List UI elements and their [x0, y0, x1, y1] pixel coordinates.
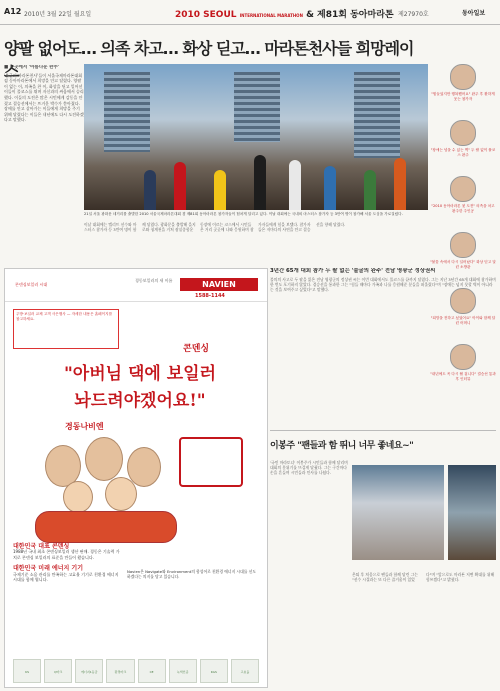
story-title: 3년간 65개 대회 참가 두 팔 없는 '불굴의 완주' 전남 영광군 정상권씨: [270, 268, 436, 274]
profile-card: "내년에도 꼭 다시 뛸 겁니다" 결승선 통과 후 인터뷰: [430, 344, 496, 396]
marathon-photo: [84, 64, 428, 210]
profile-card: "불꽃 속에서 다시 일어났다" 화상 딛고 달린 소방관: [430, 232, 496, 284]
feature-story: [270, 268, 496, 420]
avatar: [450, 232, 476, 258]
lee-headline: 이봉주 "팬들과 함 뛰니 너무 좋네요~": [270, 441, 414, 451]
cert-logo: Q마크: [44, 659, 72, 683]
ad-top-bar: 콘덴싱보일러 시대 경동보일러의 새 이름 NAVIEN 1588-1144: [5, 269, 267, 302]
ad-info-left: 대한민국 대표 콘덴싱 1988년 국내 최초 콘덴싱보일러 생산 판매. 경동은 기술력 가치로 콘덴싱 보일러의 표준을 만들어 왔습니다. 대한민국 미래 에너지 기기 국제기준 소음 관리를 만족하는 고효율 기기로 친환경 에너지 시대를 함께 엽니다.: [13, 543, 120, 583]
cert-logo: 환경마크: [106, 659, 134, 683]
condensing-label: 콘덴싱: [183, 344, 210, 354]
runner-photo: [448, 465, 496, 560]
ad-info-right: Navien은 Navigate와 Environment의 합성어로 친환경 에너지 시대를 선도하겠다는 의지를 담고 있습니다.: [127, 569, 256, 579]
lead-text: '불굴의 마라톤천사'들이 서울국제마라톤대회 겸 동아마라톤에서 희망을 안고 달렸다. 양팔이 없는 이, 의족을 찬 이, 화상을 딛고 일어선 이들이 풀코스를 뛰며 자신과의 싸움에서 승리했다. 이들의 도전은 많은 시민에게 감동을 안겼고 결승선에서는 뜨거운 박수가 쏟아졌다. 장애를 안고 살아가는 이들에게 희망을 주기 위해 달렸다는 이들은 내년에도 다시 도전하겠다고 말했다.: [4, 72, 84, 123]
story-text: 불의의 사고로 두 팔을 잃은 전남 영광군의 정상권 씨는 이번 대회에서도 풀코스를 끝까지 달렸다. 그는 지난 3년간 65개 대회에 참가하며 한 번도 포기하지 않았다. 결승선을 통과한 그는 "힘들 때마다 가족과 나를 응원해준 분들을 떠올렸다"며 "장애는 넘지 못할 벽이 아니라는 것을 보여주고 싶었다"고 말했다.: [270, 276, 496, 292]
cert-logo: CE: [138, 659, 166, 683]
kd-brand: 경동나비엔: [65, 422, 104, 431]
cert-logo: KS: [13, 659, 41, 683]
page-number: A12: [4, 7, 22, 16]
lead-subhead: ■ 곳곳에서 '아름다운 완주': [4, 65, 60, 70]
ad-notice-box: 주방·보일러 교체 고객 사은행사 — 자세한 내용은 홈페이지를 참고하세요.: [13, 309, 119, 349]
issue-number: 제27970호: [398, 11, 429, 18]
lead-article: [4, 65, 84, 245]
profile-card: "장애는 넘을 수 있는 벽" 두 팔 없이 풀코스 완주: [430, 120, 496, 172]
profile-card: "힘들었지만 행복했어요" 완주 후 환하게 웃는 참가자: [430, 64, 496, 116]
lee-bongju-photo: [352, 465, 444, 560]
section-title: 2010 SEOUL INTERNATIONAL MARATHON & 제81회 동아마라톤: [175, 10, 394, 20]
ad-slogan: "아버님 댁에 보일러 놔드려야겠어요!": [63, 364, 217, 411]
photo-caption: 21일 서울 광화문 네거리를 출발한 2010 서울국제마라톤대회 겸 제81회 동아마라톤 참가자들이 힘차게 달리고 있다. 이날 대회에는 국내외 마스터스 참가자 등 3만여 명이 참가해 서울 도심을 가로질렀다.: [84, 212, 403, 216]
avatar: [450, 120, 476, 146]
article-body: 이날 대회에는 엘리트 선수와 마스터스 참가자 등 3만여 명이 함께 달렸다. 광화문을 출발해 을지로와 청계천을 거쳐 잠실종합운동장에 이르는 코스에서 시민들은 거리 곳곳에 나와 응원하며 참가자들에게 힘을 보탰다. 참가자들은 저마다의 사연을 안고 결승선을 향해 달렸다.: [84, 222, 346, 233]
issue-date: 2010년 3월 22일 월요일: [24, 11, 92, 18]
page-header: [0, 0, 500, 25]
phone-number: 1588-1144: [195, 293, 225, 299]
newspaper-name: 동아일보: [462, 10, 486, 17]
certification-logos: [13, 659, 259, 683]
cert-logo: 고효율: [231, 659, 259, 683]
profile-card: "2010 동아마라톤 첫 도전" 의족을 차고 완주한 주인공: [430, 176, 496, 228]
avatar: [450, 64, 476, 90]
lee-article-text: '국민 마라토너' 이봉주가 시민들과 함께 달리며 대회의 분위기를 뜨겁게 달궜다. 그는 구간마다 손을 흔들며 시민들과 인사를 나눴다.: [270, 460, 348, 476]
cert-logo: 에너지1등급: [75, 659, 103, 683]
boiler-product-icon: [179, 437, 243, 487]
cert-logo: KGS: [200, 659, 228, 683]
navien-advertisement: [4, 268, 268, 688]
lee-article-text-2: 은퇴 후 처음으로 팬들과 함께 달린 그는 "선수 시절과는 또 다른 즐거움이 있었다"며 "앞으로도 마라톤 저변 확대를 위해 힘쓰겠다"고 밝혔다.: [352, 572, 495, 583]
avatar: [450, 176, 476, 202]
navien-logo: NAVIEN: [180, 278, 258, 291]
main-headline: 양팔 없어도… 의족 차고… 화상 딛고… 마라톤천사들 희망레이스: [4, 39, 414, 81]
cert-logo: 녹색인증: [169, 659, 197, 683]
profile-card: "희망을 전하고 싶었어요" 아이와 함께 달린 어머니: [430, 288, 496, 340]
